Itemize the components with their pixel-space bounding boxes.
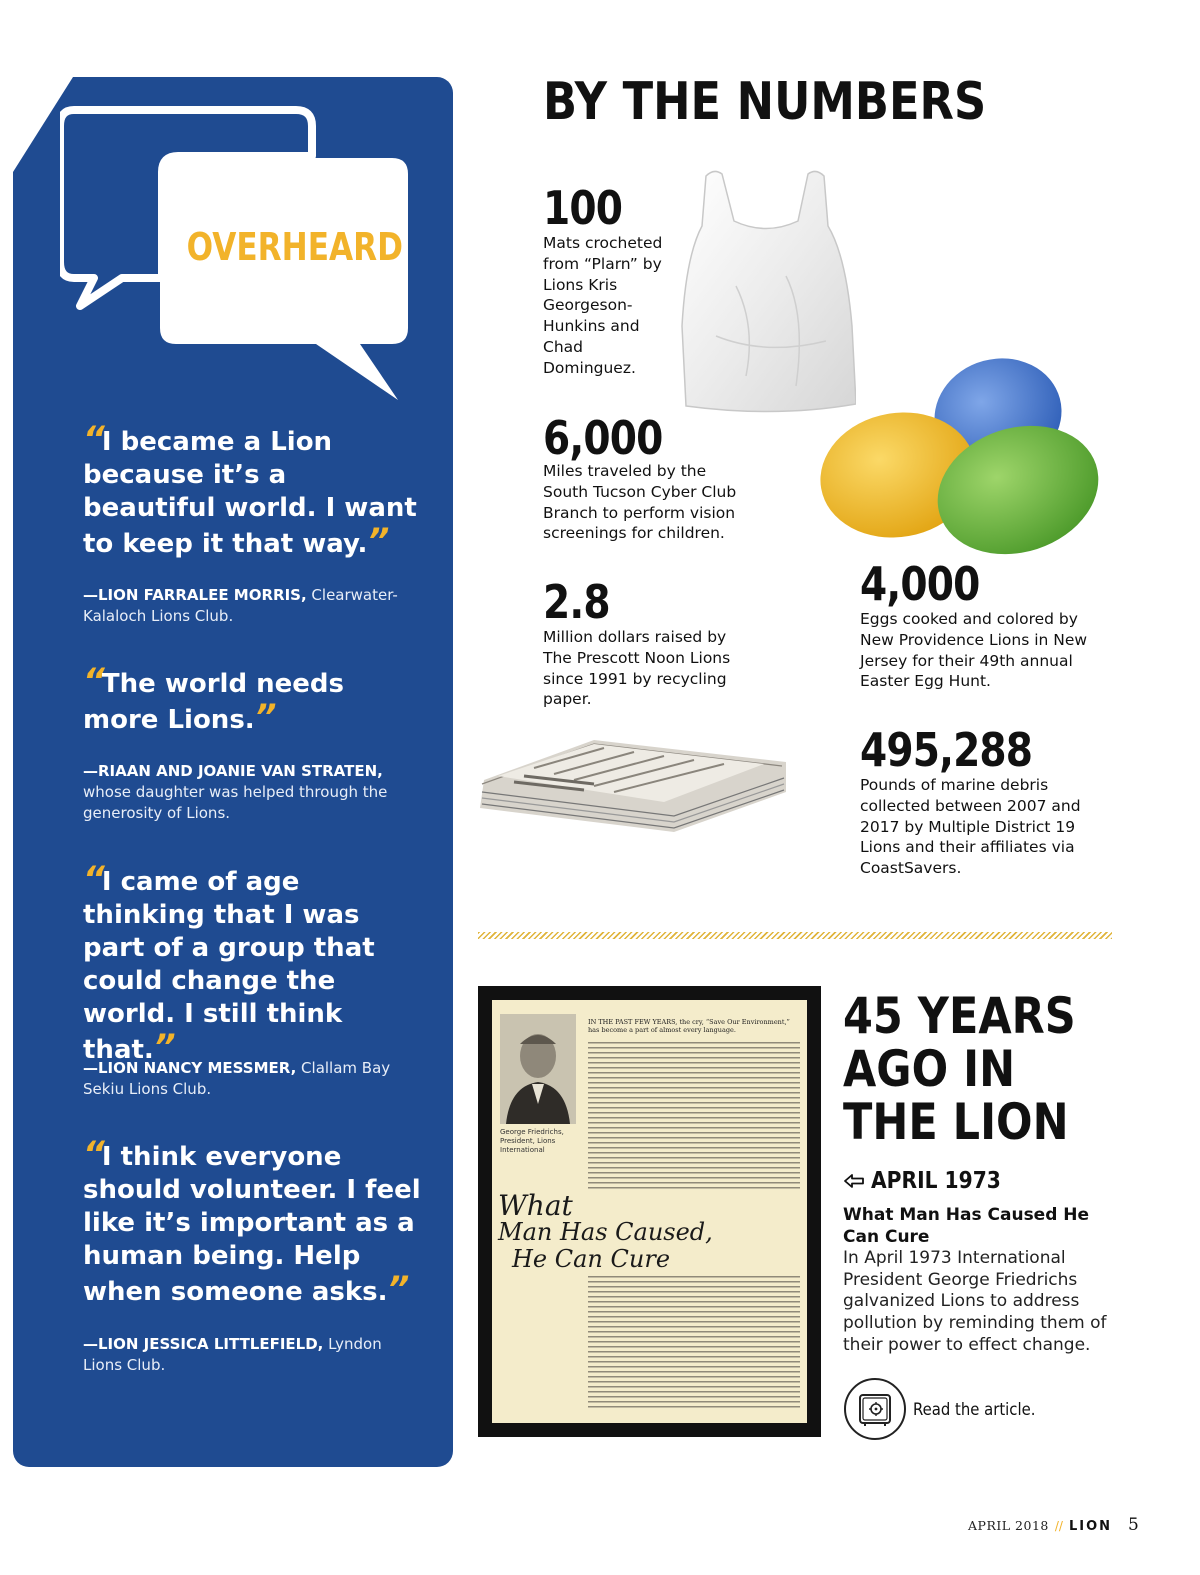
arrow-left-icon <box>843 1173 865 1189</box>
quote-attribution-3 <box>83 1058 423 1100</box>
quote-2 <box>83 661 423 737</box>
attribution-name: —RIAAN AND JOANIE VAN STRATEN, <box>83 762 383 780</box>
read-article-label[interactable]: Read the article. <box>913 1399 1036 1419</box>
attribution-affiliation: Lyndon Lions Club. <box>83 1335 382 1374</box>
newspaper-stack-image <box>474 722 792 842</box>
date-label-row <box>843 1168 1019 1194</box>
footer-separator: // <box>1054 1519 1063 1533</box>
page-number: 5 <box>1128 1515 1139 1535</box>
attribution-affiliation: Clallam Bay Sekiu Lions Club. <box>83 1059 391 1098</box>
article-opening: IN THE PAST FEW YEARS, the cry, “Save Our Environment,” has become a part of almost every language. <box>588 1018 790 1034</box>
footer-magazine-name: LION <box>1068 1519 1113 1534</box>
stat-text-4: Eggs cooked and colored by New Providence Lions in New Jersey for their 49th annual Easter Egg Hunt. <box>860 610 1088 691</box>
stat-number-5: 495,288 <box>860 723 1033 777</box>
attribution-affiliation: Clearwater-Kalaloch Lions Club. <box>83 586 398 625</box>
stat-text-1: Mats crocheted from “Plarn” by Lions Kris Georgeson-Hunkins and Chad Dominguez. <box>543 234 663 377</box>
open-quote-icon: “ <box>83 419 102 459</box>
close-quote-icon: ” <box>254 697 274 737</box>
easter-eggs-image <box>818 355 1108 555</box>
years-ago-title: 45 YEARS AGO IN THE LION <box>843 987 1076 1151</box>
article-description: In April 1973 International President George Friedrichs galvanized Lions to address pollution by reminding them of their power to effect change. <box>843 1248 1107 1355</box>
stat-number-2: 6,000 <box>543 411 663 465</box>
portrait-photo <box>500 1014 576 1124</box>
quote-1 <box>83 419 423 561</box>
close-quote-icon: ” <box>387 1269 407 1309</box>
attribution-name: —LION FARRALEE MORRIS, <box>83 586 307 604</box>
stat-number-1: 100 <box>543 181 623 235</box>
article-headline: What Man Has Caused He Can Cure <box>843 1205 1090 1247</box>
quote-text: I became a Lion because it’s a beautiful world. I want to keep it that way. <box>83 427 417 559</box>
open-quote-icon: “ <box>83 1134 102 1174</box>
close-quote-icon: ” <box>367 521 387 561</box>
quote-text: The world needs more Lions. <box>83 669 344 735</box>
footer-date: APRIL 2018 <box>968 1518 1049 1533</box>
section-divider <box>478 932 1112 939</box>
attribution-name: —LION JESSICA LITTLEFIELD, <box>83 1335 324 1353</box>
quote-4 <box>83 1134 423 1309</box>
attribution-name: —LION NANCY MESSMER, <box>83 1059 297 1077</box>
article-scan-headline: What Man Has Caused, He Can Cure <box>498 1189 713 1273</box>
article-scan <box>478 986 821 1437</box>
stat-text-3: Million dollars raised by The Prescott Noon Lions since 1991 by recycling paper. <box>543 628 731 709</box>
article-page <box>492 1000 807 1423</box>
page-footer <box>968 1515 1139 1535</box>
stat-number-4: 4,000 <box>860 557 980 611</box>
stat-text-5: Pounds of marine debris collected between 2007 and 2017 by Multiple District 19 Lions and their affiliates via CoastSavers. <box>860 776 1081 878</box>
safe-vault-icon <box>843 1377 907 1441</box>
article-body-lines <box>588 1042 800 1190</box>
quote-text: I think everyone should volunteer. I feel like it’s important as a human being. Help when someone asks. <box>83 1142 421 1307</box>
quote-text: I came of age thinking that I was part of a group that could change the world. I still think that. <box>83 867 375 1065</box>
overheard-title: OVERHEARD <box>186 225 403 269</box>
attribution-affiliation: whose daughter was helped through the generosity of Lions. <box>83 783 388 822</box>
quote-attribution-2 <box>83 761 423 824</box>
close-quote-icon: ” <box>153 1027 173 1067</box>
portrait-caption: George Friedrichs, President, Lions International <box>500 1128 564 1154</box>
article-body-lines-lower <box>588 1276 800 1408</box>
read-article-link[interactable] <box>843 1377 1049 1441</box>
quote-3 <box>83 859 423 1067</box>
date-label: APRIL 1973 <box>871 1168 1001 1194</box>
stat-text-2: Miles traveled by the South Tucson Cyber Club Branch to perform vision screenings for children. <box>543 462 737 543</box>
section-title: BY THE NUMBERS <box>543 72 987 132</box>
open-quote-icon: “ <box>83 859 102 899</box>
quote-attribution-1 <box>83 585 423 627</box>
stat-number-3: 2.8 <box>543 575 610 629</box>
open-quote-icon: “ <box>83 661 102 701</box>
quote-attribution-4 <box>83 1334 423 1376</box>
